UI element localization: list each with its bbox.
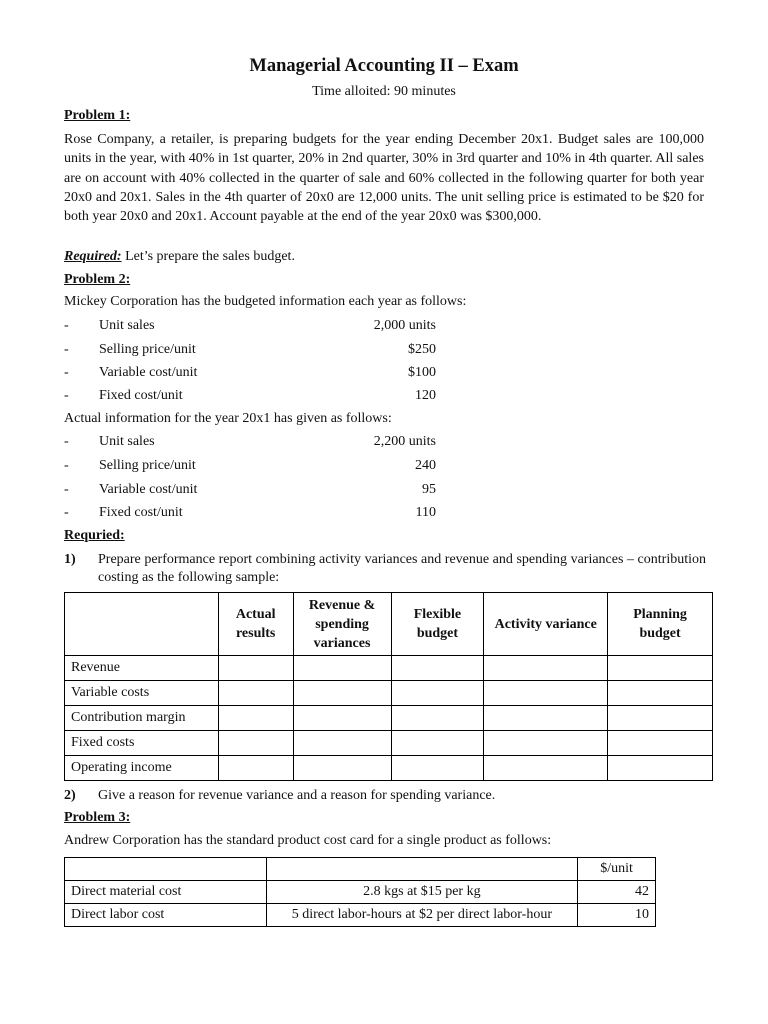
table-cell bbox=[484, 681, 608, 706]
table-cell bbox=[391, 706, 484, 731]
actual-item bbox=[64, 434, 444, 454]
row-label: Fixed costs bbox=[65, 731, 219, 756]
problem1-required bbox=[64, 249, 295, 265]
table-cell bbox=[218, 756, 293, 781]
bullet-dash: - bbox=[64, 482, 69, 497]
question-2 bbox=[64, 787, 706, 805]
item-value: 240 bbox=[415, 458, 436, 473]
table-cell bbox=[608, 731, 713, 756]
time-allotted: Time alloited: 90 minutes bbox=[312, 84, 456, 99]
table-row bbox=[65, 881, 656, 904]
cost-standard: 5 direct labor-hours at $2 per direct labor-hour bbox=[266, 904, 577, 927]
table-header-row bbox=[65, 858, 656, 881]
budget-item bbox=[64, 342, 444, 362]
table-row bbox=[65, 904, 656, 927]
table-cell bbox=[608, 681, 713, 706]
question-text: Prepare performance report combining activity variances and revenue and spending variances – contribution costing as the following sample: bbox=[98, 552, 706, 585]
item-value: 95 bbox=[422, 482, 436, 497]
item-label: Unit sales bbox=[99, 434, 155, 449]
cost-amount: 42 bbox=[578, 881, 656, 904]
table-cell bbox=[218, 731, 293, 756]
table-header: Planning budget bbox=[608, 593, 713, 656]
question-text: Give a reason for revenue variance and a reason for spending variance. bbox=[98, 788, 496, 803]
unit-header: $/unit bbox=[578, 858, 656, 881]
item-label: Variable cost/unit bbox=[99, 365, 198, 380]
bullet-dash: - bbox=[64, 458, 69, 473]
bullet-dash: - bbox=[64, 318, 69, 333]
table-header: Flexible budget bbox=[391, 593, 484, 656]
table-cell bbox=[218, 656, 293, 681]
table-row bbox=[65, 731, 713, 756]
actual-item bbox=[64, 482, 444, 502]
table-cell bbox=[484, 756, 608, 781]
table-cell bbox=[608, 706, 713, 731]
required-text: Let’s prepare the sales budget. bbox=[121, 249, 295, 264]
table-cell bbox=[266, 858, 577, 881]
item-value: 120 bbox=[415, 388, 436, 403]
actual-intro: Actual information for the year 20x1 has given as follows: bbox=[64, 411, 392, 426]
table-cell bbox=[391, 656, 484, 681]
actual-item bbox=[64, 458, 444, 478]
table-cell bbox=[484, 731, 608, 756]
table-header: Revenue & spending variances bbox=[293, 593, 391, 656]
table-cell bbox=[608, 756, 713, 781]
performance-report-table bbox=[64, 592, 713, 781]
question-number: 1) bbox=[64, 552, 76, 567]
document-title: Managerial Accounting II – Exam bbox=[249, 56, 519, 76]
item-label: Selling price/unit bbox=[99, 458, 196, 473]
table-header: Activity variance bbox=[484, 593, 608, 656]
table-cell bbox=[293, 706, 391, 731]
bullet-dash: - bbox=[64, 365, 69, 380]
table-cell bbox=[484, 706, 608, 731]
cost-item: Direct material cost bbox=[65, 881, 267, 904]
problem1-heading: Problem 1: bbox=[64, 108, 131, 123]
row-label: Contribution margin bbox=[65, 706, 219, 731]
item-value: 2,000 units bbox=[373, 318, 436, 333]
table-cell bbox=[293, 731, 391, 756]
bullet-dash: - bbox=[64, 388, 69, 403]
actual-item bbox=[64, 505, 444, 525]
table-cell bbox=[218, 706, 293, 731]
table-row bbox=[65, 656, 713, 681]
table-cell bbox=[391, 681, 484, 706]
problem2-heading: Problem 2: bbox=[64, 272, 131, 287]
question-number: 2) bbox=[64, 788, 76, 803]
bullet-dash: - bbox=[64, 434, 69, 449]
problem1-text: Rose Company, a retailer, is preparing budgets for the year ending December 20x1. Budget sales are 100,000 units in the year, with 40% in 1st quarter, 20% in 2nd quarter, 30% in 3rd quarter and 10% in 4th quarter. All sales are on account with 40% collected in the quarter of sale and 60% collected in the following quarter for both year 20x0 and 20x1. Sales in the 4th quarter of 20x0 are 12,000 units. The unit selling price is estimated to be $20 for both year 20x0 and 20x1. Account payable at the end of the year 20x0 was $300,000. bbox=[64, 132, 704, 225]
cost-amount: 10 bbox=[578, 904, 656, 927]
required-label: Required: bbox=[64, 249, 122, 264]
item-value: 2,200 units bbox=[373, 434, 436, 449]
table-header-blank bbox=[65, 593, 219, 656]
problem3-intro: Andrew Corporation has the standard product cost card for a single product as follows: bbox=[64, 833, 552, 848]
item-value: $100 bbox=[408, 365, 436, 380]
row-label: Operating income bbox=[65, 756, 219, 781]
budget-item bbox=[64, 318, 444, 338]
table-row bbox=[65, 706, 713, 731]
table-row bbox=[65, 681, 713, 706]
row-label: Revenue bbox=[65, 656, 219, 681]
item-label: Fixed cost/unit bbox=[99, 388, 183, 403]
table-cell bbox=[484, 656, 608, 681]
row-label: Variable costs bbox=[65, 681, 219, 706]
item-label: Fixed cost/unit bbox=[99, 505, 183, 520]
bullet-dash: - bbox=[64, 342, 69, 357]
required-heading: Requried: bbox=[64, 528, 125, 543]
budget-item bbox=[64, 365, 444, 385]
table-cell bbox=[391, 731, 484, 756]
bullet-dash: - bbox=[64, 505, 69, 520]
item-label: Selling price/unit bbox=[99, 342, 196, 357]
table-cell bbox=[293, 656, 391, 681]
budget-item bbox=[64, 388, 444, 408]
problem2-intro: Mickey Corporation has the budgeted information each year as follows: bbox=[64, 294, 467, 309]
problem3-heading: Problem 3: bbox=[64, 810, 131, 825]
item-label: Variable cost/unit bbox=[99, 482, 198, 497]
table-header: Actual results bbox=[218, 593, 293, 656]
item-label: Unit sales bbox=[99, 318, 155, 333]
table-cell bbox=[218, 681, 293, 706]
table-cell bbox=[293, 756, 391, 781]
cost-item: Direct labor cost bbox=[65, 904, 267, 927]
table-cell bbox=[391, 756, 484, 781]
item-value: 110 bbox=[415, 505, 436, 520]
standard-cost-table bbox=[64, 857, 656, 927]
item-value: $250 bbox=[408, 342, 436, 357]
table-row bbox=[65, 756, 713, 781]
question-1 bbox=[64, 551, 706, 587]
table-cell bbox=[65, 858, 267, 881]
table-header-row bbox=[65, 593, 713, 656]
table-cell bbox=[293, 681, 391, 706]
table-cell bbox=[608, 656, 713, 681]
cost-standard: 2.8 kgs at $15 per kg bbox=[266, 881, 577, 904]
